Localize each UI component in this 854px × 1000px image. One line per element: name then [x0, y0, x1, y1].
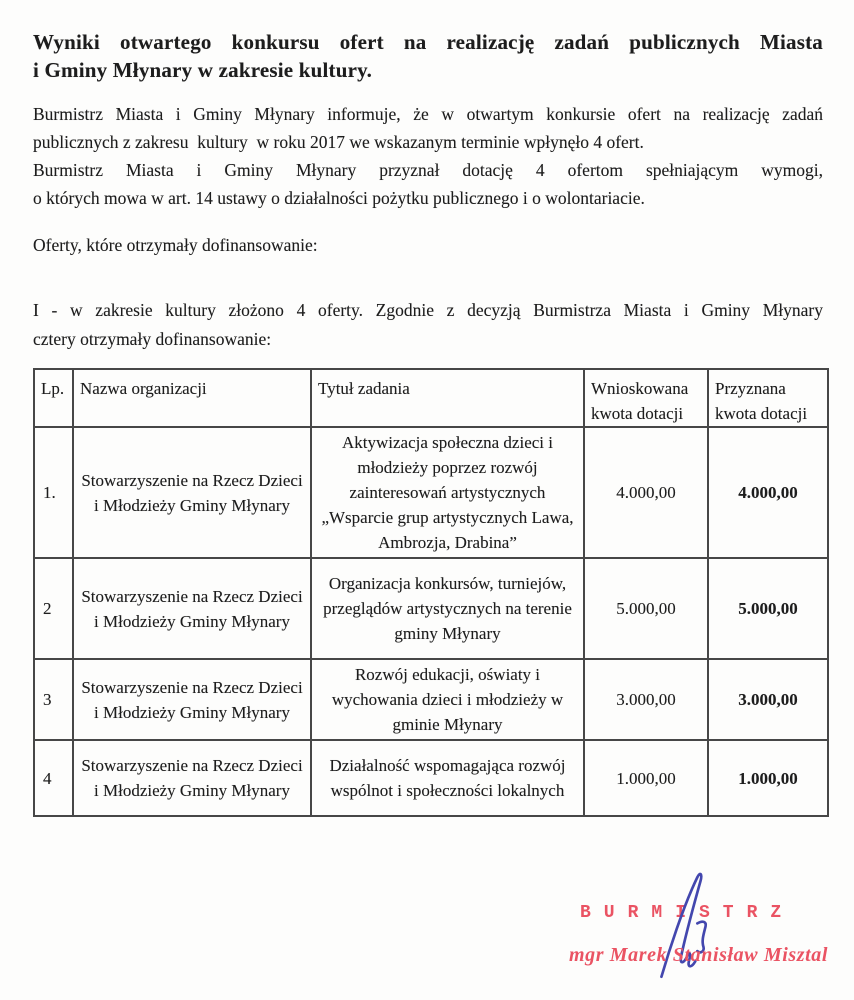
- intro-paragraphs: [33, 100, 823, 212]
- section-intro: [33, 296, 823, 354]
- paragraph1-line-2: publicznych z zakresu kultury w roku 2017 we wskazanym terminie wpłynęło 4 ofert.: [33, 132, 644, 152]
- header-requested-amount: Wnioskowana kwota dotacji: [584, 369, 708, 427]
- section-line-1: I - w zakresie kultury złożono 4 oferty. Zgodnie z decyzją Burmistrza Miasta i Gminy Młynary: [33, 300, 823, 320]
- offers-heading: [33, 231, 823, 259]
- header-organization: Nazwa organizacji: [73, 369, 311, 427]
- cell-task: Organizacja konkursów, turniejów, przeglądów artystycznych na terenie gminy Młynary: [311, 558, 584, 659]
- cell-organization: Stowarzyszenie na Rzecz Dzieci i Młodzieży Gminy Młynary: [73, 659, 311, 740]
- burmistrz-stamp-title: BURMISTRZ: [580, 903, 795, 923]
- cell-organization: Stowarzyszenie na Rzecz Dzieci i Młodzieży Gminy Młynary: [73, 427, 311, 558]
- cell-lp: 4: [34, 740, 73, 816]
- cell-requested: 4.000,00: [584, 427, 708, 558]
- cell-requested: 5.000,00: [584, 558, 708, 659]
- paragraph2-line-1: Burmistrz Miasta i Gminy Młynary przyznał dotację 4 ofertom spełniającym wymogi,: [33, 160, 823, 180]
- cell-lp: 3: [34, 659, 73, 740]
- section-line-2: cztery otrzymały dofinansowanie:: [33, 329, 272, 349]
- cell-granted: 1.000,00: [708, 740, 828, 816]
- handwritten-signature-ink: [653, 868, 715, 986]
- header-task-title: Tytuł zadania: [311, 369, 584, 427]
- cell-requested: 1.000,00: [584, 740, 708, 816]
- cell-organization: Stowarzyszenie na Rzecz Dzieci i Młodzieży Gminy Młynary: [73, 740, 311, 816]
- offers-heading-line: Oferty, które otrzymały dofinansowanie:: [33, 235, 318, 255]
- header-granted-amount: Przyznana kwota dotacji: [708, 369, 828, 427]
- table-row: [34, 427, 828, 558]
- burmistrz-stamp-name: mgr Marek Stanisław Misztal: [569, 944, 829, 966]
- table-row: [34, 659, 828, 740]
- cell-granted: 4.000,00: [708, 427, 828, 558]
- cell-organization: Stowarzyszenie na Rzecz Dzieci i Młodzieży Gminy Młynary: [73, 558, 311, 659]
- cell-lp: 1.: [34, 427, 73, 558]
- cell-lp: 2: [34, 558, 73, 659]
- paragraph2-line-2: o których mowa w art. 14 ustawy o działalności pożytku publicznego i o wolontariacie.: [33, 188, 645, 208]
- table-row: [34, 558, 828, 659]
- cell-requested: 3.000,00: [584, 659, 708, 740]
- cell-task: Rozwój edukacji, oświaty i wychowania dzieci i młodzieży w gminie Młynary: [311, 659, 584, 740]
- cell-granted: 5.000,00: [708, 558, 828, 659]
- grants-table: [33, 368, 829, 817]
- cell-task: Aktywizacja społeczna dzieci i młodzieży poprzez rozwój zainteresowań artystycznych „Wsparcie grup artystycznych Lawa, Ambrozja, Drabina”: [311, 427, 584, 558]
- paragraph1-line-1: Burmistrz Miasta i Gminy Młynary informuje, że w otwartym konkursie ofert na realizację zadań: [33, 104, 823, 124]
- table-header-row: [34, 369, 828, 427]
- title-line-2: i Gminy Młynary w zakresie kultury.: [33, 58, 373, 82]
- title-line-1: Wyniki otwartego konkursu ofert na realizację zadań publicznych Miasta: [33, 30, 823, 54]
- header-lp: Lp.: [34, 369, 73, 427]
- table-row: [34, 740, 828, 816]
- cell-granted: 3.000,00: [708, 659, 828, 740]
- cell-task: Działalność wspomagająca rozwój wspólnot i społeczności lokalnych: [311, 740, 584, 816]
- document-title: [33, 28, 823, 84]
